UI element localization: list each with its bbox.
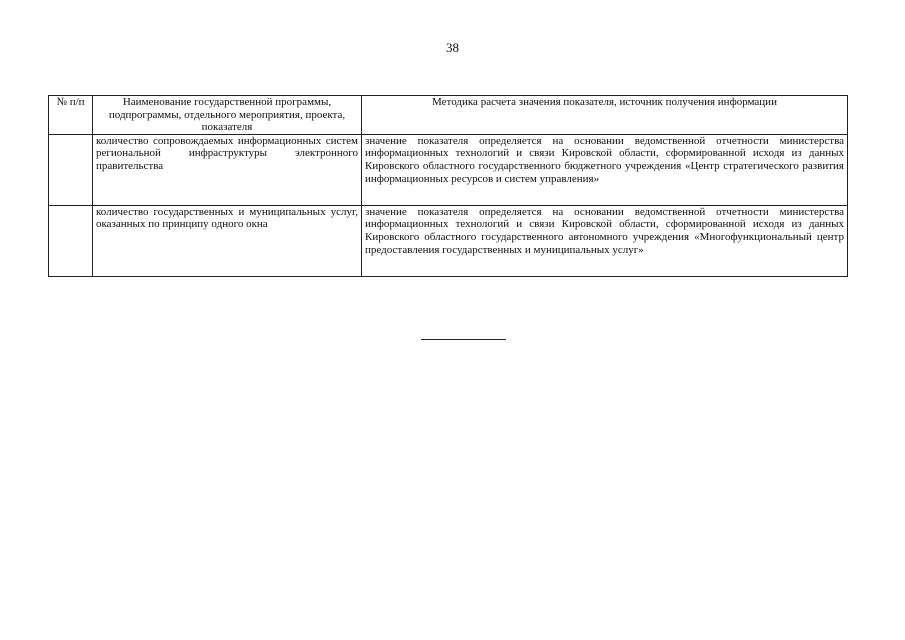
table-row — [49, 205, 848, 276]
table-row — [49, 134, 848, 205]
row-method: значение показателя определяется на основании ведомственной отчетности министерства информационных технологий и связи Кировской области, сформированной исходя из данных Кировского областного государственного бюджетного учреждения «Центр стратегического развития информационных ресурсов и систем управления» — [362, 134, 848, 205]
header-number: № п/п — [49, 96, 93, 135]
page-number: 38 — [446, 40, 459, 55]
row-method: значение показателя определяется на основании ведомственной отчетности министерства информационных технологий и связи Кировской области, сформированной исходя из данных Кировского областного государственного автономного учреждения «Многофункциональный центр предоставления государственных и муниципальных услуг» — [362, 205, 848, 276]
closing-divider — [421, 339, 506, 340]
row-number — [49, 205, 93, 276]
row-number — [49, 134, 93, 205]
table-header-row — [49, 96, 848, 135]
header-name: Наименование государственной программы, подпрограммы, отдельного мероприятия, проекта, показателя — [93, 96, 362, 135]
row-indicator-name: количество сопровождаемых информационных систем региональной инфраструктуры электронного правительства — [93, 134, 362, 205]
indicator-methodology-table — [48, 95, 848, 277]
header-method: Методика расчета значения показателя, источник получения информации — [362, 96, 848, 135]
row-indicator-name: количество государственных и муниципальных услуг, оказанных по принципу одного окна — [93, 205, 362, 276]
